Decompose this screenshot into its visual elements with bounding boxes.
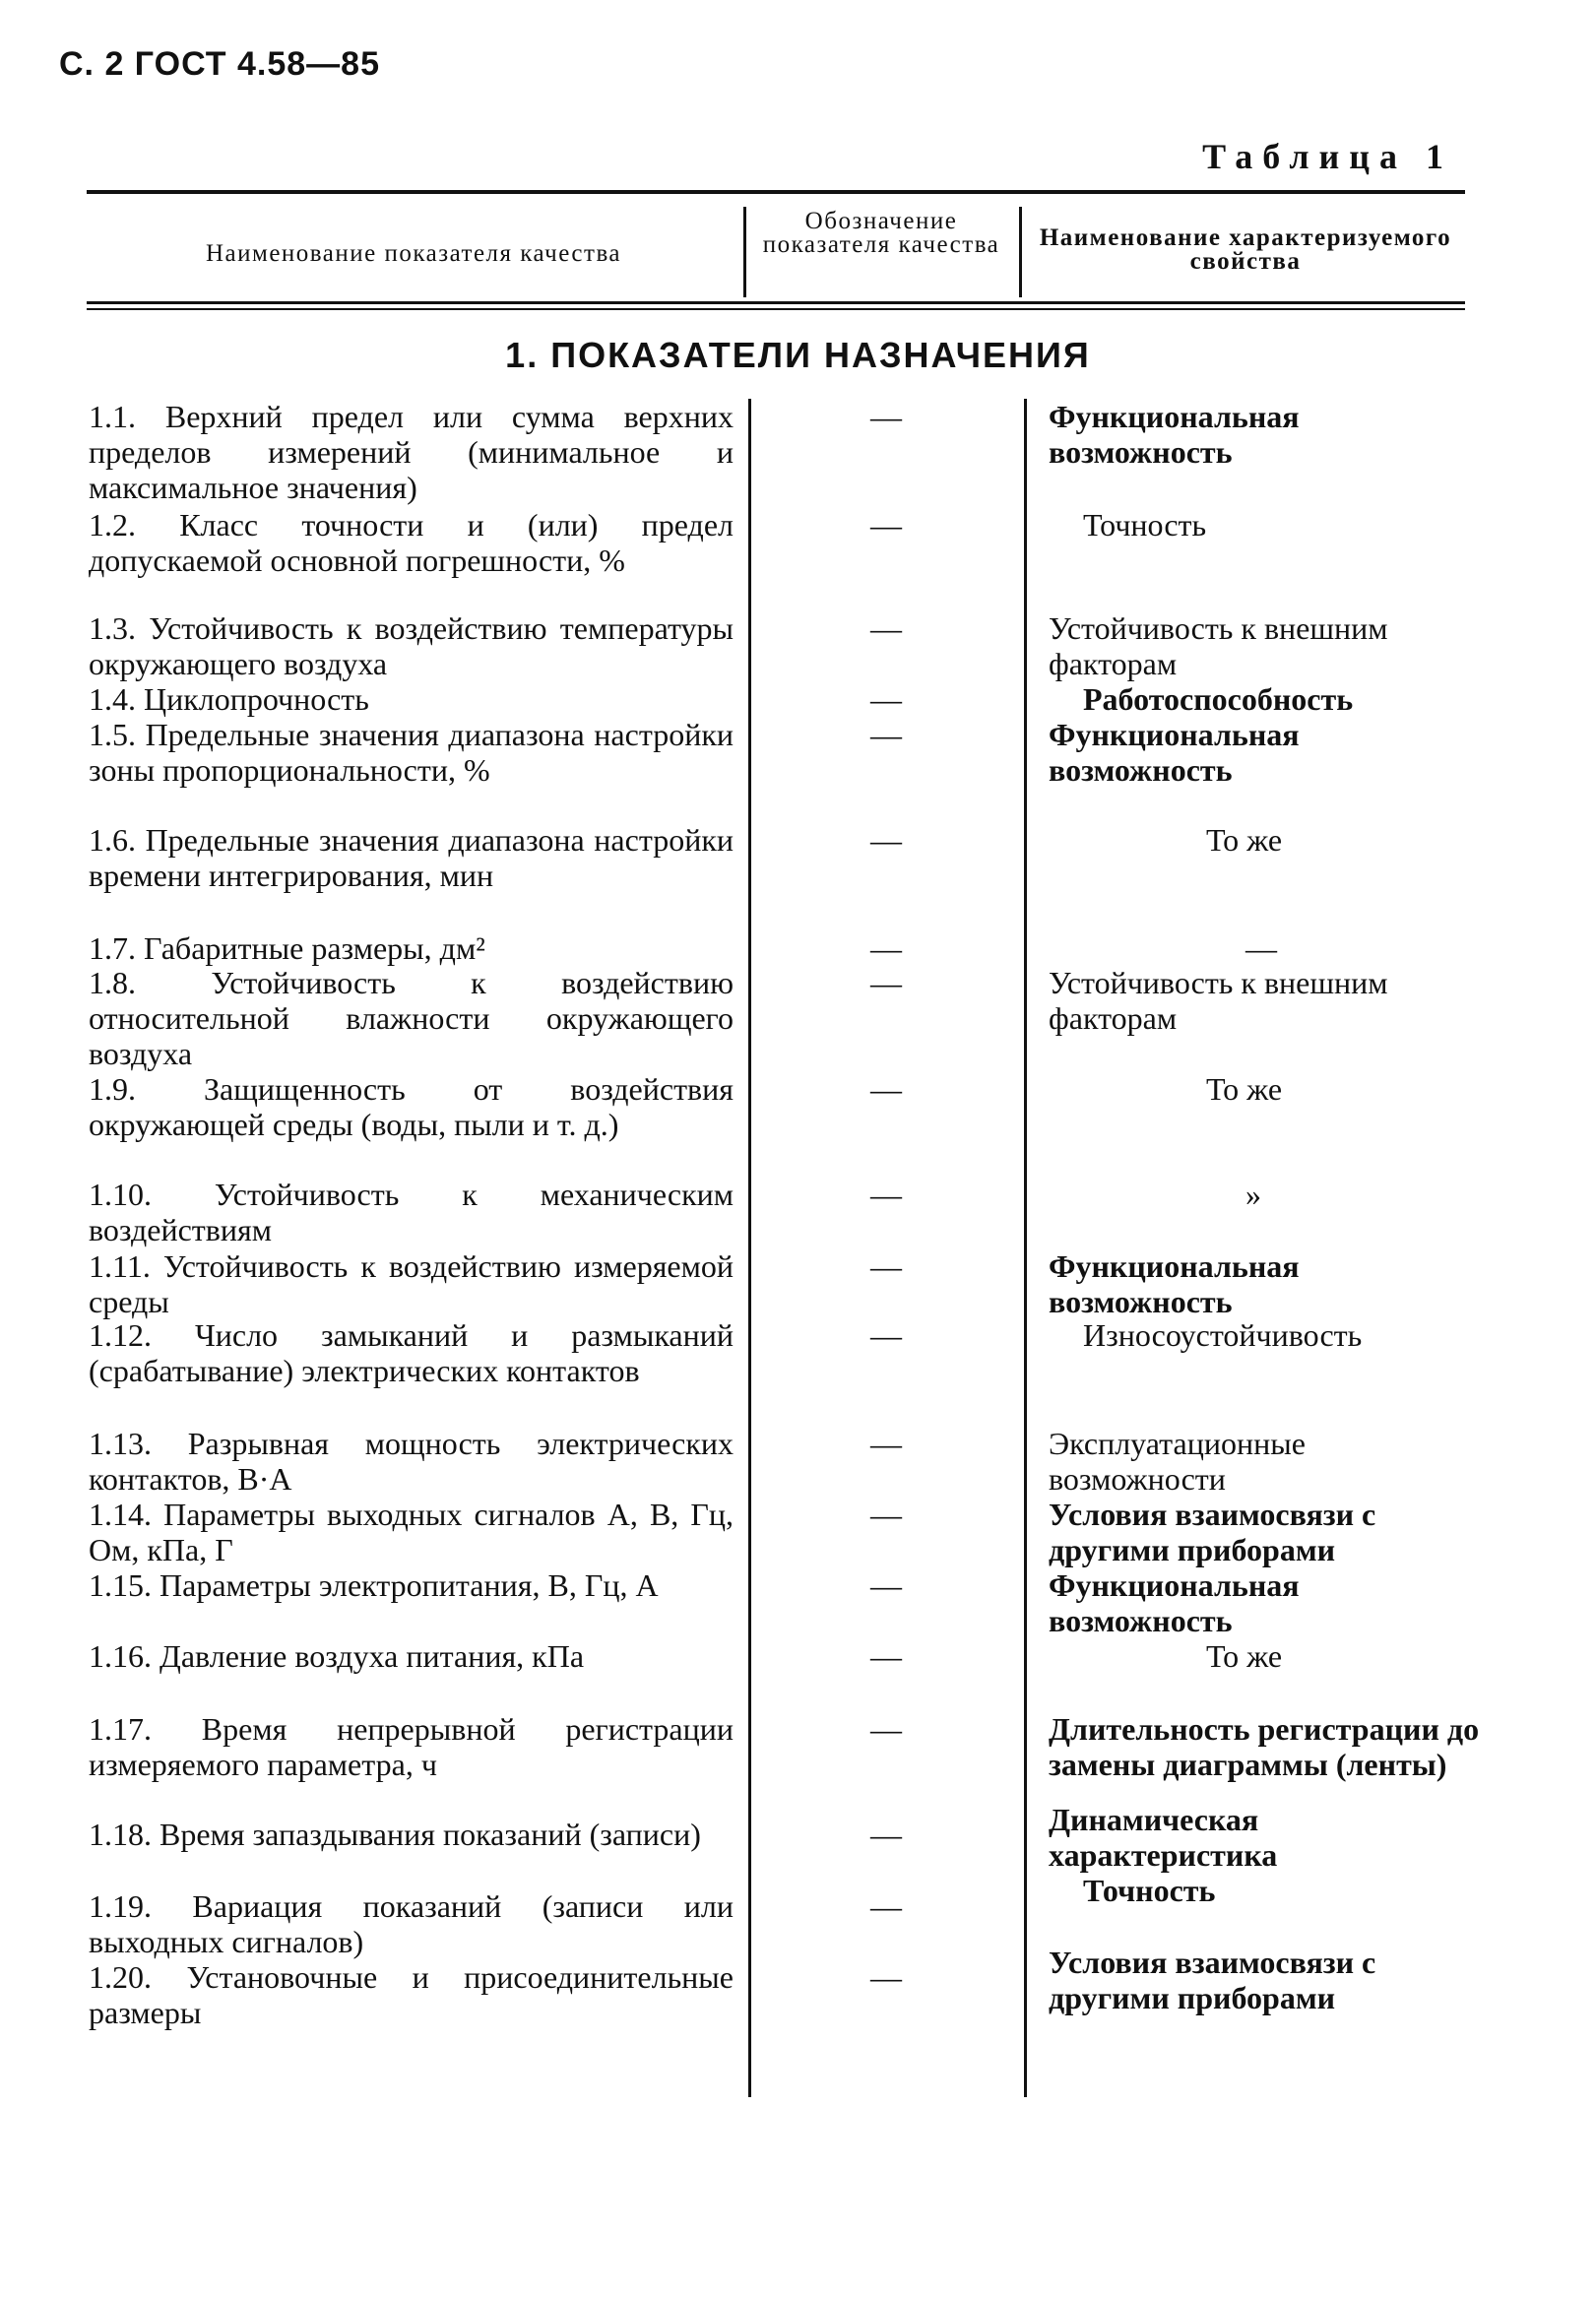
row-property: Точность xyxy=(1083,507,1207,543)
row-property: То же xyxy=(1206,1071,1283,1107)
row-name: 1.7. Габаритные размеры, дм² xyxy=(89,930,485,966)
section-title: 1. ПОКАЗАТЕЛИ НАЗНАЧЕНИЯ xyxy=(505,335,1091,375)
column-header-name: Наименование показателя качества xyxy=(205,240,622,267)
row-code: — xyxy=(870,1248,902,1284)
row-code: — xyxy=(870,822,902,858)
row-name: 1.11. Устойчивость к воздействию измеряемой среды xyxy=(89,1248,734,1319)
row-code: — xyxy=(870,1426,902,1461)
row-code: — xyxy=(870,1817,902,1852)
row-code: — xyxy=(870,507,902,543)
row-name: 1.16. Давление воздуха питания, кПа xyxy=(89,1638,585,1674)
row-code: — xyxy=(870,1711,902,1747)
row-name: 1.8. Устойчивость к воздействию относительной влажности окружающего воздуха xyxy=(89,965,734,1071)
row-name: 1.2. Класс точности и (или) предел допускаемой основной погрешности, % xyxy=(89,507,734,578)
page-reference: С. 2 ГОСТ 4.58—85 xyxy=(59,45,380,83)
row-code: — xyxy=(870,1638,902,1674)
row-property: — xyxy=(1245,930,1277,966)
row-property: Функциональная возможность xyxy=(1049,1248,1300,1319)
row-property: Функциональная возможность xyxy=(1049,1567,1300,1638)
row-property: Длительность регистрации до замены диаграммы (ленты) xyxy=(1049,1711,1480,1782)
row-name: 1.17. Время непрерывной регистрации измеряемого параметра, ч xyxy=(89,1711,734,1782)
row-property: Функциональная возможность xyxy=(1049,717,1300,788)
row-code: — xyxy=(870,717,902,752)
row-property: Работоспособность xyxy=(1083,681,1354,717)
header-bottom-rule-2 xyxy=(87,308,1465,310)
row-property: Условия взаимосвязи с другими приборами xyxy=(1049,1497,1376,1567)
row-name: 1.15. Параметры электропитания, В, Гц, А xyxy=(89,1567,659,1603)
table-top-rule xyxy=(87,190,1465,194)
row-property: То же xyxy=(1206,822,1283,858)
row-code: — xyxy=(870,1888,902,1924)
row-code: — xyxy=(870,610,902,646)
table-label: Таблица 1 xyxy=(1202,137,1453,176)
row-name: 1.9. Защищенность от воздействия окружающей среды (воды, пыли и т. д.) xyxy=(89,1071,734,1142)
row-property: Условия взаимосвязи с другими приборами xyxy=(1049,1945,1376,2015)
row-property: Устойчивость к внешним факторам xyxy=(1049,965,1388,1036)
row-name: 1.6. Предельные значения диапазона настройки времени интегрирования, мин xyxy=(89,822,734,893)
body-divider-1 xyxy=(748,399,751,2097)
row-name: 1.5. Предельные значения диапазона настройки зоны пропорциональности, % xyxy=(89,717,734,788)
row-name: 1.3. Устойчивость к воздействию температуры окружающего воздуха xyxy=(89,610,734,681)
row-code: — xyxy=(870,930,902,966)
row-code: — xyxy=(870,399,902,434)
row-name: 1.1. Верхний предел или сумма верхних пределов измерений (минимальное и максимальное значения) xyxy=(89,399,734,505)
row-code: — xyxy=(870,1567,902,1603)
row-property: Устойчивость к внешним факторам xyxy=(1049,610,1388,681)
row-code: — xyxy=(870,965,902,1000)
row-name: 1.14. Параметры выходных сигналов А, В, Гц, Ом, кПа, Г xyxy=(89,1497,734,1567)
row-code: — xyxy=(870,681,902,717)
header-bottom-rule xyxy=(87,301,1465,304)
row-property: » xyxy=(1245,1177,1261,1212)
row-property: Функциональная возможность xyxy=(1049,399,1300,470)
row-name: 1.10. Устойчивость к механическим воздействиям xyxy=(89,1177,734,1247)
row-name: 1.12. Число замыканий и размыканий (срабатывание) электрических контактов xyxy=(89,1317,734,1388)
row-code: — xyxy=(870,1959,902,1995)
row-property: Износоустойчивость xyxy=(1083,1317,1363,1353)
column-header-code: Обозначение показателя качества xyxy=(762,208,1000,258)
row-property: Эксплуатационные возможности xyxy=(1049,1426,1306,1497)
row-property: Динамическая характеристика xyxy=(1049,1802,1278,1873)
row-code: — xyxy=(870,1071,902,1107)
header-divider-1 xyxy=(743,207,746,297)
row-property: Точность xyxy=(1083,1873,1216,1908)
body-divider-2 xyxy=(1024,399,1027,2097)
row-name: 1.18. Время запаздывания показаний (записи) xyxy=(89,1817,701,1852)
row-name: 1.20. Установочные и присоединительные размеры xyxy=(89,1959,734,2030)
row-name: 1.4. Циклопрочность xyxy=(89,681,369,717)
row-code: — xyxy=(870,1317,902,1353)
row-code: — xyxy=(870,1177,902,1212)
row-name: 1.19. Вариация показаний (записи или выходных сигналов) xyxy=(89,1888,734,1959)
header-divider-2 xyxy=(1019,207,1022,297)
row-code: — xyxy=(870,1497,902,1532)
row-name: 1.13. Разрывная мощность электрических контактов, В·А xyxy=(89,1426,734,1497)
row-property: То же xyxy=(1206,1638,1283,1674)
column-header-property: Наименование характеризуемого свойства xyxy=(1039,224,1452,275)
